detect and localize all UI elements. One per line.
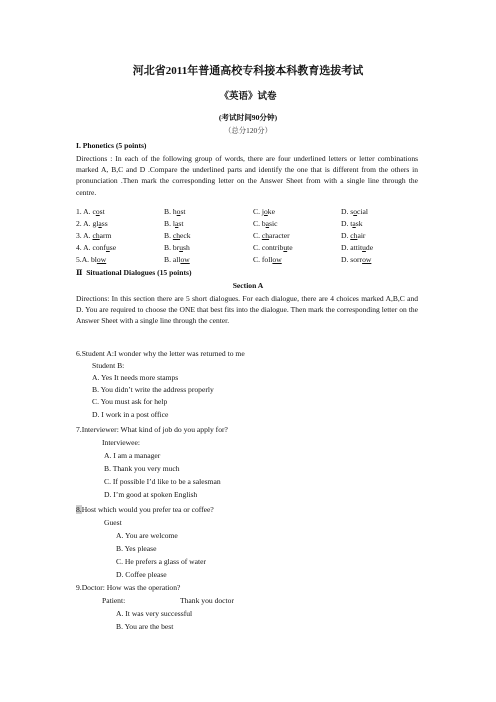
q4-option-a: 4. A. confuse (76, 243, 117, 252)
q1-option-b: B. host (164, 207, 186, 216)
q1-option-a: 1. A. cost (76, 207, 105, 216)
q2-option-a: 2. A. glass (76, 219, 108, 228)
q8-option-a: A. You are welcome (116, 531, 178, 540)
q9-speaker: Patient: (102, 596, 126, 605)
q7-option-a: A. I am a manager (104, 451, 161, 460)
q7-option-b: B. Thank you very much (104, 464, 180, 473)
q1-option-c: C. joke (253, 207, 275, 216)
section-a-label: Section A (232, 281, 264, 290)
q6-option-d: D. I work in a post office (92, 410, 169, 419)
q9-option-b: B. You are the best (116, 622, 174, 631)
exam-score: （总分120分） (223, 126, 273, 135)
q6-option-a: A. Yes It needs more stamps (92, 373, 179, 382)
q3-option-b: B. check (164, 231, 191, 240)
q4-option-b: B. brush (164, 243, 190, 252)
q2-option-b: B. last (164, 219, 184, 228)
q4-option-c: C. contribute (253, 243, 293, 252)
q3-option-a: 3. A. charm (76, 231, 112, 240)
q6-option-b: B. You didn’t write the address properly (92, 385, 214, 394)
q8-option-c: C. He prefers a glass of water (116, 557, 207, 566)
q7-question: 7.Interviewer: What kind of job do you apply for? (76, 425, 228, 434)
q8-option-d: D. Coffee please (116, 570, 167, 579)
exam-subtitle: 《英语》试卷 (219, 92, 277, 102)
q1-option-d: D. social (341, 207, 369, 216)
exam-title: 河北省2011年普通高校专科接本科教育选拔考试 (132, 65, 364, 77)
q6-speaker: Student B: (92, 361, 125, 370)
q9-reply: Thank you doctor (180, 596, 234, 605)
q4-option-d: D. attitude (341, 243, 374, 252)
part2-heading: Ⅱ Situational Dialogues (15 points) (76, 268, 192, 277)
q8-option-b: B. Yes please (116, 544, 157, 553)
q3-option-c: C. character (253, 231, 290, 240)
q6-option-c: C. You must ask for help (92, 397, 168, 406)
q5-option-c: C. follow (253, 255, 282, 264)
q6-question: 6.Student A:I wonder why the letter was returned to me (76, 349, 245, 358)
part1-directions: Directions : In each of the following group of words, there are four underlined letters or letter combinations marked A, B,C and D .Compare the underlined parts and identify the one that is different from the others in pronunciation .Then mark the corresponding letter on the Answer Sheet from with a single line through the centre. (76, 154, 418, 197)
q8-question: 8.Host which would you prefer tea or coffee? (76, 505, 214, 514)
q7-option-d: D. I’m good at spoken English (104, 490, 198, 499)
part1-heading: I. Phonetics (5 points) (76, 141, 147, 150)
q2-option-d: D. task (341, 219, 363, 228)
q5-option-b: B. allow (164, 255, 190, 264)
q3-option-d: D. chair (341, 231, 366, 240)
q8-speaker: Guest (104, 518, 122, 527)
q7-speaker: Interviewee: (102, 438, 140, 447)
q5-option-a: 5.A. blow (76, 255, 107, 264)
q9-option-a: A. It was very successful (116, 609, 193, 618)
part2-directions: Directions: In this section there are 5 short dialogues. For each dialogue, there are 4 choices marked A,B,C and D. You are required to choose the ONE that best fits into the dialogue. Then mark the corresponding letter on the Answer Sheet with a single line through the center. (76, 294, 418, 326)
q7-option-c: C. If possible I’d like to be a salesman (104, 477, 221, 486)
q9-question: 9.Doctor: How was the operation? (76, 583, 181, 592)
exam-time: (考试时间90分钟) (218, 113, 278, 122)
q5-option-d: D. sorrow (341, 255, 372, 264)
q2-option-c: C. basic (253, 219, 278, 228)
